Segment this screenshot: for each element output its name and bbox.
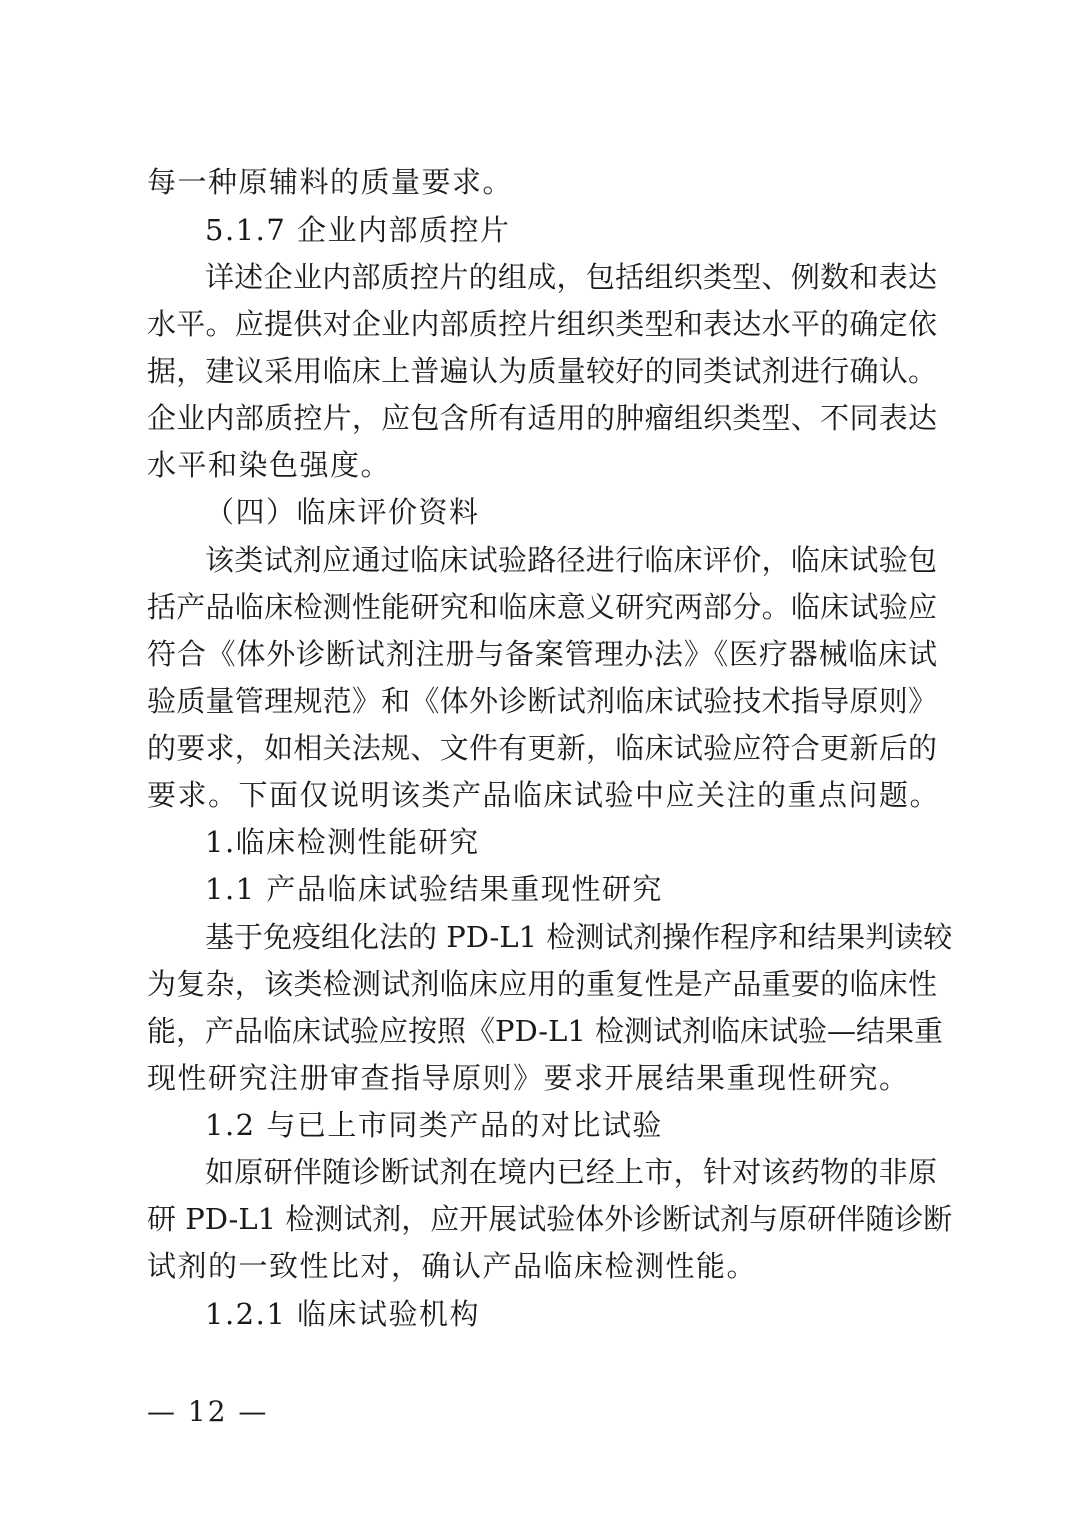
paragraph-line: 企业内部质控片，应包含所有适用的肿瘤组织类型、不同表达: [147, 401, 937, 435]
paragraph-line: 的要求，如相关法规、文件有更新，临床试验应符合更新后的: [147, 731, 937, 765]
paragraph-line: 如原研伴随诊断试剂在境内已经上市，针对该药物的非原: [205, 1155, 937, 1189]
section-heading-1: 1.临床检测性能研究: [205, 825, 480, 859]
paragraph-line: 据，建议采用临床上普遍认为质量较好的同类试剂进行确认。: [147, 354, 937, 388]
paragraph-line: 基于免疫组化法的 PD-L1 检测试剂操作程序和结果判读较: [205, 920, 953, 954]
section-heading-1-1: 1.1 产品临床试验结果重现性研究: [205, 872, 663, 906]
paragraph-line: 能，产品临床试验应按照《PD-L1 检测试剂临床试验—结果重: [147, 1014, 944, 1048]
paragraph-line: 该类试剂应通过临床试验路径进行临床评价，临床试验包: [205, 543, 937, 577]
page-number: — 12 —: [147, 1395, 269, 1428]
paragraph-line: 水平。应提供对企业内部质控片组织类型和表达水平的确定依: [147, 307, 937, 341]
paragraph-line: 验质量管理规范》和《体外诊断试剂临床试验技术指导原则》: [147, 684, 937, 718]
paragraph-line: 水平和染色强度。: [147, 448, 392, 482]
section-heading-clinical-evaluation: （四）临床评价资料: [205, 495, 480, 529]
paragraph-line: 为复杂，该类检测试剂临床应用的重复性是产品重要的临床性: [147, 967, 937, 1001]
paragraph-line: 每一种原辅料的质量要求。: [147, 165, 514, 199]
paragraph-line: 括产品临床检测性能研究和临床意义研究两部分。临床试验应: [147, 590, 937, 624]
section-heading-1-2-1: 1.2.1 临床试验机构: [205, 1297, 481, 1331]
paragraph-line: 现性研究注册审查指导原则》要求开展结果重现性研究。: [147, 1061, 910, 1095]
paragraph-line: 要求。下面仅说明该类产品临床试验中应关注的重点问题。: [147, 778, 941, 812]
section-heading-1-2: 1.2 与已上市同类产品的对比试验: [205, 1108, 663, 1142]
paragraph-line: 研 PD-L1 检测试剂，应开展试验体外诊断试剂与原研伴随诊断: [147, 1202, 953, 1236]
paragraph-line: 符合《体外诊断试剂注册与备案管理办法》《医疗器械临床试: [147, 637, 937, 671]
section-heading-5-1-7: 5.1.7 企业内部质控片: [205, 213, 511, 247]
paragraph-line: 详述企业内部质控片的组成，包括组织类型、例数和表达: [205, 260, 937, 294]
paragraph-line: 试剂的一致性比对，确认产品临床检测性能。: [147, 1249, 758, 1283]
